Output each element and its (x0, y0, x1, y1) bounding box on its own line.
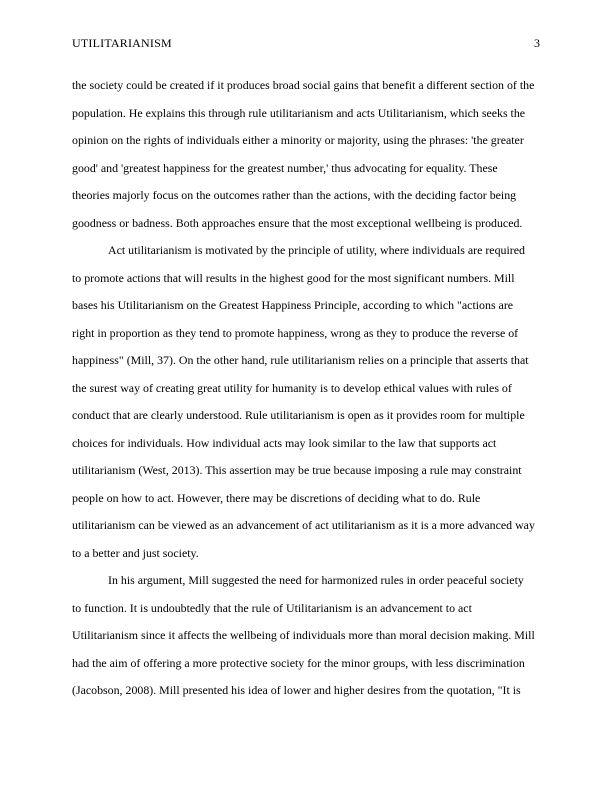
text-line: goodness or badness. Both approaches ensure that the most exceptional wellbeing is produced. (72, 215, 523, 230)
text-line: (Jacobson, 2008). Mill presented his idea of lower and higher desires from the quotation, "It is (72, 683, 521, 697)
text-line: bases his Utilitarianism on the Greatest Happiness Principle, according to which "actions are (72, 298, 514, 312)
text-line: happiness" (Mill, 37). On the other hand, rule utilitarianism relies on a principle that asserts that (72, 353, 529, 367)
text-line: utilitarianism (West, 2013). This assertion may be true because imposing a rule may constraint (72, 463, 522, 477)
text-line: had the aim of offering a more protective society for the minor groups, with less discrimination (72, 655, 525, 670)
text-line: to function. It is undoubtedly that the rule of Utilitarianism is an advancement to act (72, 600, 472, 615)
text-line: choices for individuals. How individual acts may look similar to the law that supports act (72, 435, 497, 450)
text-line: Utilitarianism since it affects the wellbeing of individuals more than moral decision making. Mill (72, 628, 535, 642)
text-line: right in proportion as they tend to promote happiness, wrong as they to produce the reverse of (72, 325, 519, 340)
text-line: the surest way of creating great utility for humanity is to develop ethical values with rules of (72, 380, 512, 395)
text-line: to a better and just society. (72, 545, 199, 560)
text-line: to promote actions that will results in the highest good for the most significant numbers. Mill (72, 270, 515, 285)
text-line: utilitarianism can be viewed as an advancement of act utilitarianism as it is a more advanced way (72, 518, 535, 532)
text-line: conduct that are clearly understood. Rule utilitarianism is open as it provides room for multiple (72, 408, 525, 422)
text-line: the society could be created if it produces broad social gains that benefit a different section of the (72, 78, 535, 92)
text-line: opinion on the rights of individuals either a minority or majority, using the phrases: 'the greater (72, 133, 524, 147)
text-line: population. He explains this through rule utilitarianism and acts Utilitarianism, which seeks the (72, 105, 526, 120)
page-number: 3 (534, 36, 540, 50)
paragraph-first-line: In his argument, Mill suggested the need for harmonized rules in order peaceful society (108, 573, 524, 587)
text-line: people on how to act. However, there may be discretions of deciding what to do. Rule (72, 490, 481, 505)
text-line: good' and 'greatest happiness for the greatest number,' thus advocating for equality. These (72, 160, 498, 175)
paragraph-first-line: Act utilitarianism is motivated by the principle of utility, where individuals are required (108, 243, 525, 257)
running-head: UTILITARIANISM (72, 36, 172, 50)
text-line: theories majorly focus on the outcomes rather than the actions, with the deciding factor being (72, 188, 517, 202)
body-text (72, 72, 542, 705)
